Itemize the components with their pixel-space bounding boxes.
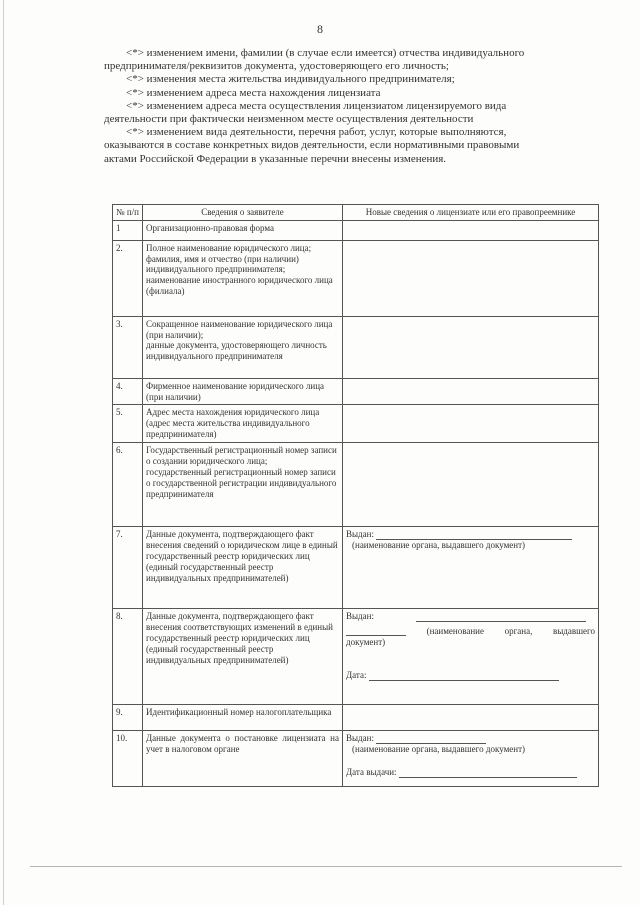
- row-value-field[interactable]: [343, 527, 599, 609]
- row-label: Сокращенное наименование юридического лица (при наличии); данные документа, удостоверяющего личность индивидуального предпринимателя: [143, 316, 343, 378]
- row-label: Государственный регистрационный номер записи о создании юридического лица; государственный регистрационный номер записи о государственной регистрации индивидуального предпринимателя: [143, 443, 343, 527]
- row-value-field[interactable]: [343, 378, 599, 405]
- row-label: Данные документа о постановке лицензиата на учет в налоговом органе: [143, 731, 343, 787]
- row-number: 10.: [113, 731, 143, 787]
- row-value-field[interactable]: [343, 405, 599, 443]
- intro-line: <*> изменением вида деятельности, перечня работ, услуг, которые выполняются,: [126, 126, 507, 139]
- note-word: органа,: [504, 626, 533, 637]
- row-value-field[interactable]: [343, 609, 599, 705]
- row-number: 3.: [113, 316, 143, 378]
- table-row: [113, 220, 599, 240]
- row-number: 6.: [113, 443, 143, 527]
- date-blank-line[interactable]: [369, 671, 559, 681]
- header-new-info: Новые сведения о лицензиате или его правопреемнике: [343, 205, 599, 221]
- row-value-field[interactable]: [343, 220, 599, 240]
- intro-line: <*> изменением адреса места нахождения лицензиата: [126, 86, 381, 99]
- row-number: 1: [113, 220, 143, 240]
- issued-blank-line[interactable]: [376, 530, 572, 540]
- spacer: [346, 755, 595, 767]
- table-header-row: [113, 205, 599, 221]
- row-value-field[interactable]: [343, 705, 599, 731]
- row-value-field[interactable]: [343, 240, 599, 316]
- table-row: [113, 443, 599, 527]
- scan-edge: [3, 0, 4, 905]
- bottom-rule: [30, 866, 622, 867]
- intro-text: [104, 47, 590, 166]
- page-number: 8: [317, 22, 323, 36]
- note-word: (наименование: [426, 626, 484, 637]
- table-row: [113, 405, 599, 443]
- table-row: [113, 609, 599, 705]
- issued-blank-line[interactable]: [376, 734, 486, 744]
- issued-label: Выдан:: [346, 733, 374, 744]
- issued-blank-line[interactable]: [416, 612, 586, 622]
- note-word: выдавшего: [552, 626, 595, 637]
- issued-blank-line[interactable]: [346, 626, 406, 636]
- intro-line: предпринимателя/реквизитов документа, удостоверяющего его личность;: [104, 60, 449, 73]
- spacer: [346, 648, 595, 670]
- row-label: Данные документа, подтверждающего факт внесения соответствующих изменений в единый государственный реестр юридических лиц (единый государственный реестр индивидуальных предпринимателей): [143, 609, 343, 705]
- row-number: 9.: [113, 705, 143, 731]
- row-number: 2.: [113, 240, 143, 316]
- row-label: Фирменное наименование юридического лица (при наличии): [143, 378, 343, 405]
- intro-line: <*> изменением имени, фамилии (в случае если имеется) отчества индивидуального: [126, 47, 525, 59]
- row-value-field[interactable]: [343, 443, 599, 527]
- row-number: 8.: [113, 609, 143, 705]
- issued-label: Выдан:: [346, 611, 374, 622]
- issued-by-note: (наименование органа, выдавшего документ): [352, 540, 526, 551]
- date-label: Дата:: [346, 669, 367, 680]
- issued-by-note: (наименование органа, выдавшего документ): [352, 744, 526, 755]
- row-number: 5.: [113, 405, 143, 443]
- header-number: № п/п: [113, 205, 143, 221]
- row-value-field[interactable]: [343, 316, 599, 378]
- issue-date-label: Дата выдачи:: [346, 766, 397, 777]
- intro-line: деятельности при фактически неизменном месте осуществления деятельности: [104, 113, 474, 126]
- note-word: документ): [346, 636, 386, 647]
- intro-line: актами Российской Федерации в указанные перечни внесены изменения.: [104, 152, 447, 165]
- row-number: 7.: [113, 527, 143, 609]
- table-row: [113, 731, 599, 787]
- table-row: [113, 378, 599, 405]
- row-label: Организационно-правовая форма: [143, 220, 343, 240]
- row-number: 4.: [113, 378, 143, 405]
- issued-by-note: [346, 626, 595, 637]
- intro-line: оказываются в составе конкретных видов деятельности, если нормативными правовыми: [104, 139, 520, 152]
- table-row: [113, 240, 599, 316]
- row-label: Идентификационный номер налогоплательщика: [143, 705, 343, 731]
- table-row: [113, 527, 599, 609]
- issued-label: Выдан:: [346, 529, 374, 540]
- licensee-info-table: [112, 204, 599, 787]
- issue-date-blank-line[interactable]: [399, 768, 577, 778]
- intro-line: <*> изменения места жительства индивидуального предпринимателя;: [126, 73, 455, 86]
- table-row: [113, 316, 599, 378]
- row-label: Полное наименование юридического лица; фамилия, имя и отчество (при наличии) индивидуального предпринимателя; наименование иностранного юридического лица (филиала): [143, 240, 343, 316]
- header-applicant-info: Сведения о заявителе: [143, 205, 343, 221]
- row-label: Адрес места нахождения юридического лица (адрес места жительства индивидуального предпринимателя): [143, 405, 343, 443]
- row-label: Данные документа, подтверждающего факт внесения сведений о юридическом лице в единый государственный реестр юридических лиц (единый государственный реестр индивидуальных предпринимателей): [143, 527, 343, 609]
- intro-line: <*> изменением адреса места осуществления лицензиатом лицензируемого вида: [126, 99, 507, 112]
- table-row: [113, 705, 599, 731]
- row-value-field[interactable]: [343, 731, 599, 787]
